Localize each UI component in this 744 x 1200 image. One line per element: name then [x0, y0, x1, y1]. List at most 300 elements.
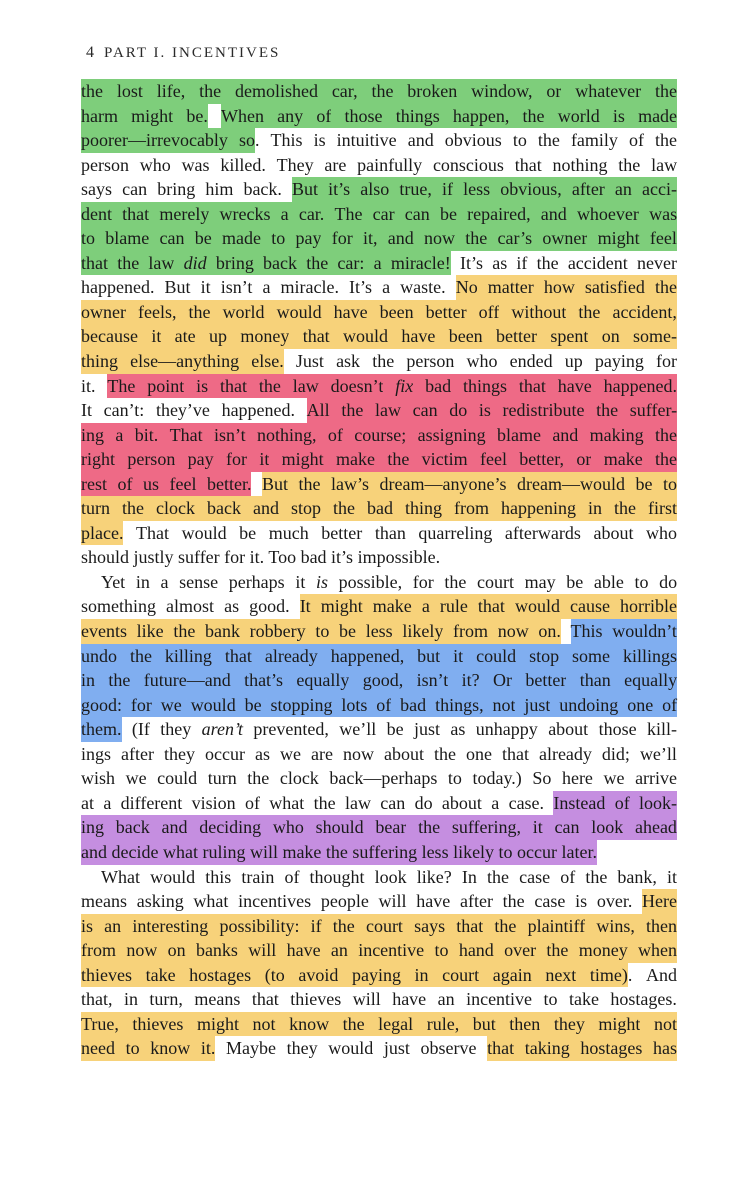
highlight-gap	[600, 300, 612, 325]
highlighted-text: the	[343, 1012, 365, 1037]
text-span: a	[160, 571, 169, 592]
highlight-gap	[104, 815, 116, 840]
highlight-gap	[349, 668, 362, 693]
highlighted-text: matter	[488, 275, 534, 300]
highlighted-text: law	[293, 374, 319, 399]
highlight-gap	[321, 938, 331, 963]
word-gap	[561, 619, 571, 644]
text-span: to	[543, 989, 558, 1010]
highlight-gap	[227, 324, 240, 349]
highlight-gap	[319, 374, 331, 399]
highlight-gap	[514, 1036, 525, 1061]
text-span: They	[276, 154, 314, 175]
word-gap	[452, 865, 462, 890]
highlighted-text: bit.	[135, 423, 159, 448]
text-span: this	[205, 866, 232, 887]
word-gap	[451, 251, 460, 276]
highlight-gap	[494, 938, 504, 963]
text-span: hostages.	[610, 989, 677, 1010]
text-line	[81, 79, 677, 104]
highlighted-text: satisfied	[585, 275, 645, 300]
text-span: the	[502, 891, 525, 912]
highlighted-text: could	[476, 644, 516, 669]
highlight-gap	[196, 324, 209, 349]
highlight-gap	[318, 644, 331, 669]
highlighted-text: back	[207, 496, 241, 521]
highlight-gap	[401, 398, 413, 423]
highlight-gap	[176, 963, 190, 988]
highlight-gap	[445, 914, 456, 939]
highlight-gap	[592, 374, 604, 399]
highlight-gap	[529, 619, 539, 644]
highlighted-text: the	[418, 815, 440, 840]
highlighted-text: not	[654, 1012, 677, 1037]
text-span: as	[254, 743, 270, 764]
highlighted-text: the	[387, 447, 409, 472]
text-span: today.)	[472, 768, 522, 789]
word-gap	[125, 570, 136, 595]
text-line	[81, 644, 677, 669]
highlight-gap	[463, 644, 476, 669]
highlight-gap	[324, 202, 334, 227]
highlighted-text: us	[143, 472, 159, 497]
text-span: incentive	[466, 989, 533, 1010]
word-gap	[113, 987, 124, 1012]
highlight-gap	[208, 374, 220, 399]
highlighted-text: one	[627, 693, 653, 718]
text-line	[81, 865, 677, 890]
highlighted-text: true,	[399, 177, 431, 202]
text-line	[81, 324, 677, 349]
highlight-gap	[363, 398, 375, 423]
text-span: Yet	[101, 571, 126, 592]
highlighted-text: now	[424, 226, 455, 251]
highlight-gap	[127, 619, 137, 644]
word-gap	[499, 791, 508, 816]
text-span: in	[135, 571, 150, 592]
highlighted-text: how	[544, 275, 575, 300]
highlighted-text: have	[401, 324, 435, 349]
highlight-gap	[430, 594, 440, 619]
highlighted-text: feels,	[138, 300, 176, 325]
text-span: as	[492, 252, 508, 273]
highlight-gap	[157, 938, 167, 963]
highlighted-text: who	[273, 815, 304, 840]
highlighted-text: events	[81, 619, 127, 644]
text-span: perhaps	[228, 571, 285, 592]
text-span: we’ll	[639, 743, 677, 764]
highlighted-text: better	[496, 324, 537, 349]
text-line	[81, 177, 677, 202]
highlight-gap	[479, 963, 493, 988]
highlight-gap	[652, 472, 663, 497]
word-gap	[140, 865, 150, 890]
word-gap	[279, 987, 290, 1012]
highlighted-text: stopping	[270, 693, 332, 718]
highlighted-text: over	[504, 938, 536, 963]
highlighted-text: from	[81, 938, 116, 963]
highlight-gap	[238, 938, 248, 963]
highlighted-text: Here	[642, 889, 677, 914]
text-span: kill-	[646, 719, 677, 740]
highlighted-text: But	[292, 177, 318, 202]
text-span: wish	[81, 768, 116, 789]
highlight-gap	[221, 79, 235, 104]
text-span: can	[122, 179, 148, 200]
highlight-gap	[207, 251, 216, 276]
highlighted-text: wins,	[596, 914, 635, 939]
word-gap	[551, 766, 562, 791]
text-line	[81, 374, 677, 399]
highlight-gap	[430, 202, 440, 227]
highlighted-text: incentive	[358, 938, 424, 963]
highlighted-text: Instead	[553, 791, 605, 816]
highlighted-text: acci-	[642, 177, 677, 202]
highlight-gap	[288, 472, 299, 497]
highlighted-text: a	[374, 251, 382, 276]
highlighted-text: in	[588, 496, 602, 521]
highlighted-text: a	[422, 594, 430, 619]
highlight-gap	[107, 472, 118, 497]
word-gap	[339, 275, 349, 300]
word-gap	[251, 472, 262, 497]
text-span: we	[279, 743, 301, 764]
text-span: something	[81, 596, 156, 617]
word-gap	[625, 766, 636, 791]
word-gap	[282, 177, 292, 202]
highlight-gap	[412, 594, 422, 619]
highlighted-text: and	[161, 815, 187, 840]
highlighted-text: that	[303, 324, 330, 349]
text-span: It’s	[349, 277, 373, 298]
word-gap	[433, 791, 442, 816]
word-gap	[372, 275, 382, 300]
word-gap	[362, 521, 375, 546]
highlight-gap	[317, 423, 328, 448]
text-span: occur	[204, 743, 245, 764]
highlighted-text: stop	[291, 496, 321, 521]
word-gap	[147, 177, 157, 202]
text-span: who	[139, 154, 171, 175]
highlighted-text: less	[463, 177, 490, 202]
highlight-gap	[332, 693, 341, 718]
highlight-gap	[567, 202, 577, 227]
text-span: should justly suffer for it. Too bad it’s impossible.	[81, 547, 441, 568]
highlighted-text: rule,	[427, 1012, 459, 1037]
highlight-gap	[364, 815, 376, 840]
text-span: painfully	[357, 154, 423, 175]
highlighted-text: the	[117, 251, 139, 276]
highlight-gap	[247, 374, 259, 399]
highlighted-text: isn’t	[417, 668, 449, 693]
word-gap	[394, 349, 406, 374]
highlight-gap	[261, 815, 273, 840]
highlighted-text: good:	[81, 693, 122, 718]
highlighted-text: of	[662, 693, 677, 718]
word-gap	[550, 865, 560, 890]
text-line	[81, 987, 677, 1012]
text-span: to	[447, 768, 462, 789]
highlight-gap	[350, 177, 360, 202]
text-span: would	[150, 866, 196, 887]
word-gap	[215, 1036, 226, 1061]
text-span: arrive	[635, 768, 678, 789]
highlighted-text: for	[131, 693, 152, 718]
text-line	[81, 202, 677, 227]
word-gap	[191, 275, 201, 300]
highlighted-text: would	[343, 324, 388, 349]
highlight-gap	[393, 79, 407, 104]
text-span: conscious	[432, 154, 504, 175]
word-gap	[274, 865, 284, 890]
highlighted-text: killing	[165, 644, 212, 669]
text-span: take	[568, 989, 599, 1010]
word-gap	[191, 717, 201, 742]
text-span: can’t:	[103, 400, 145, 421]
highlight-gap	[265, 300, 277, 325]
text-span: up	[564, 351, 583, 372]
text-span: law	[651, 154, 678, 175]
highlighted-text: back	[116, 815, 150, 840]
highlighted-text: if	[311, 914, 322, 939]
text-span: the	[655, 130, 678, 151]
highlighted-text: things	[396, 104, 440, 129]
text-span: the	[313, 792, 336, 813]
highlighted-text: This	[571, 619, 603, 644]
word-gap	[111, 742, 121, 767]
highlight-gap	[550, 693, 559, 718]
highlight-gap	[575, 275, 585, 300]
text-span: nothing	[552, 154, 608, 175]
highlight-gap	[283, 668, 296, 693]
text-span: if	[516, 252, 528, 273]
word-gap	[434, 128, 445, 153]
word-gap	[269, 766, 280, 791]
highlighted-text: (to	[265, 963, 285, 988]
highlighted-text: law	[375, 398, 401, 423]
word-gap	[553, 349, 565, 374]
highlighted-text: legal	[378, 1012, 413, 1037]
text-span: paying	[594, 351, 644, 372]
text-span: family	[570, 130, 618, 151]
highlighted-text: an	[104, 914, 121, 939]
highlighted-text: would	[277, 300, 322, 325]
highlight-gap	[322, 300, 334, 325]
highlight-gap	[610, 594, 620, 619]
highlighted-text: that	[478, 594, 505, 619]
text-span: for	[412, 571, 434, 592]
highlight-gap	[591, 447, 603, 472]
highlight-gap	[448, 668, 461, 693]
word-gap	[231, 865, 241, 890]
highlight-gap	[532, 79, 546, 104]
highlight-gap	[625, 104, 638, 129]
highlighted-text: The	[107, 374, 135, 399]
highlighted-text: bear	[375, 815, 406, 840]
word-gap	[632, 963, 646, 988]
highlighted-text: an	[615, 177, 632, 202]
text-line	[81, 742, 677, 767]
highlight-gap	[546, 374, 558, 399]
word-gap	[374, 742, 384, 767]
highlight-gap	[618, 693, 627, 718]
highlight-gap	[559, 644, 572, 669]
highlighted-text: thieves	[81, 963, 132, 988]
highlight-gap	[110, 496, 122, 521]
highlighted-text: in	[415, 963, 429, 988]
highlighted-text: is	[196, 374, 208, 399]
highlight-gap	[159, 472, 170, 497]
word-gap	[440, 717, 450, 742]
text-span: the	[372, 351, 395, 372]
text-span: just	[414, 719, 441, 740]
highlighted-text: undo	[81, 644, 117, 669]
highlighted-text: it	[533, 815, 543, 840]
highlight-gap	[115, 447, 127, 472]
word-gap	[252, 275, 262, 300]
highlighted-text: poorer—irrevocably	[81, 128, 228, 153]
word-gap	[123, 521, 136, 546]
highlight-gap	[329, 1012, 343, 1037]
highlight-gap	[438, 398, 450, 423]
text-span: about	[383, 743, 424, 764]
highlight-gap	[321, 496, 333, 521]
highlighted-text: whoever	[577, 202, 639, 227]
text-span: accident	[567, 252, 628, 273]
highlight-gap	[453, 177, 463, 202]
highlighted-text: on	[168, 938, 186, 963]
body-text	[81, 79, 677, 1061]
text-span: What	[101, 866, 140, 887]
running-head	[86, 44, 280, 62]
text-line	[81, 472, 677, 497]
text-span: sense	[179, 571, 219, 592]
highlighted-text: interesting	[132, 914, 208, 939]
text-line	[81, 717, 677, 742]
text-span: person	[81, 154, 129, 175]
word-gap	[182, 791, 191, 816]
highlight-gap	[435, 324, 448, 349]
text-span: court	[476, 571, 514, 592]
text-span: the	[537, 130, 560, 151]
highlight-gap	[507, 374, 519, 399]
text-span: it	[200, 277, 211, 298]
word-gap	[318, 1036, 329, 1061]
highlighted-text: else—anything	[130, 349, 239, 374]
text-span: for	[656, 351, 678, 372]
highlight-gap	[488, 619, 498, 644]
highlighted-text: might	[598, 1012, 640, 1037]
highlight-gap	[197, 472, 208, 497]
highlight-gap	[177, 300, 189, 325]
highlight-gap	[413, 374, 425, 399]
highlighted-text: thing	[81, 349, 118, 374]
highlight-gap	[532, 226, 542, 251]
highlight-gap	[440, 104, 453, 129]
highlighted-text: and	[253, 496, 279, 521]
word-gap	[402, 570, 413, 595]
text-span: did;	[601, 743, 630, 764]
highlight-gap	[118, 349, 130, 374]
highlighted-text: been	[380, 300, 414, 325]
text-span: at	[81, 792, 94, 813]
word-gap	[115, 766, 126, 791]
highlight-gap	[187, 815, 199, 840]
highlighted-text: to	[271, 226, 285, 251]
highlighted-text: or	[576, 447, 591, 472]
word-gap	[303, 128, 314, 153]
highlight-gap	[132, 963, 146, 988]
highlighted-text: it	[259, 447, 269, 472]
word-gap	[324, 349, 336, 374]
highlighted-text: have	[287, 938, 321, 963]
word-gap	[171, 153, 182, 178]
highlight-gap	[413, 1012, 427, 1037]
highlighted-text: because	[81, 324, 138, 349]
text-span: ings	[81, 743, 112, 764]
text-span: asking	[136, 891, 184, 912]
highlight-gap	[537, 324, 550, 349]
highlight-gap	[152, 693, 161, 718]
highlighted-text: not	[253, 1012, 276, 1037]
highlighted-text: from	[453, 619, 488, 644]
highlight-gap	[507, 447, 519, 472]
highlighted-text: the	[122, 496, 144, 521]
highlighted-text: hostages	[580, 1036, 642, 1061]
word-gap	[477, 865, 487, 890]
highlight-gap	[285, 226, 295, 251]
highlighted-text: not	[492, 693, 515, 718]
highlight-gap	[578, 423, 589, 448]
text-span: happened.	[81, 277, 155, 298]
text-span: of	[560, 866, 576, 887]
word-gap	[314, 153, 325, 178]
text-span: have	[392, 989, 427, 1010]
highlight-gap	[521, 815, 533, 840]
highlighted-text: can	[413, 398, 438, 423]
highlight-gap	[276, 938, 286, 963]
highlighted-text: victim	[422, 447, 468, 472]
highlighted-text: the	[655, 79, 677, 104]
highlighted-text: of	[615, 791, 630, 816]
highlighted-text: car’s	[498, 226, 533, 251]
word-gap	[581, 521, 594, 546]
highlight-gap	[426, 693, 435, 718]
highlighted-text: ing	[81, 815, 104, 840]
text-span: about	[441, 792, 482, 813]
highlighted-text: ing	[81, 423, 104, 448]
text-line	[81, 398, 677, 423]
highlighted-text: taking	[525, 1036, 570, 1061]
highlight-gap	[161, 324, 174, 349]
highlighted-text: happened,	[331, 644, 404, 669]
highlight-gap	[348, 938, 358, 963]
word-gap	[514, 570, 525, 595]
text-span: the	[536, 252, 559, 273]
highlighted-text: When	[221, 104, 264, 129]
highlighted-text: undoing	[559, 693, 618, 718]
highlight-gap	[143, 79, 157, 104]
highlight-gap	[269, 447, 281, 472]
highlight-gap	[133, 472, 144, 497]
text-span: .	[255, 130, 260, 151]
highlighted-text: feel	[650, 226, 677, 251]
highlighted-text: of	[376, 693, 391, 718]
highlighted-text: repaired,	[467, 202, 530, 227]
highlighted-text: up	[209, 324, 227, 349]
word-gap	[197, 766, 208, 791]
text-span: turn	[207, 768, 237, 789]
